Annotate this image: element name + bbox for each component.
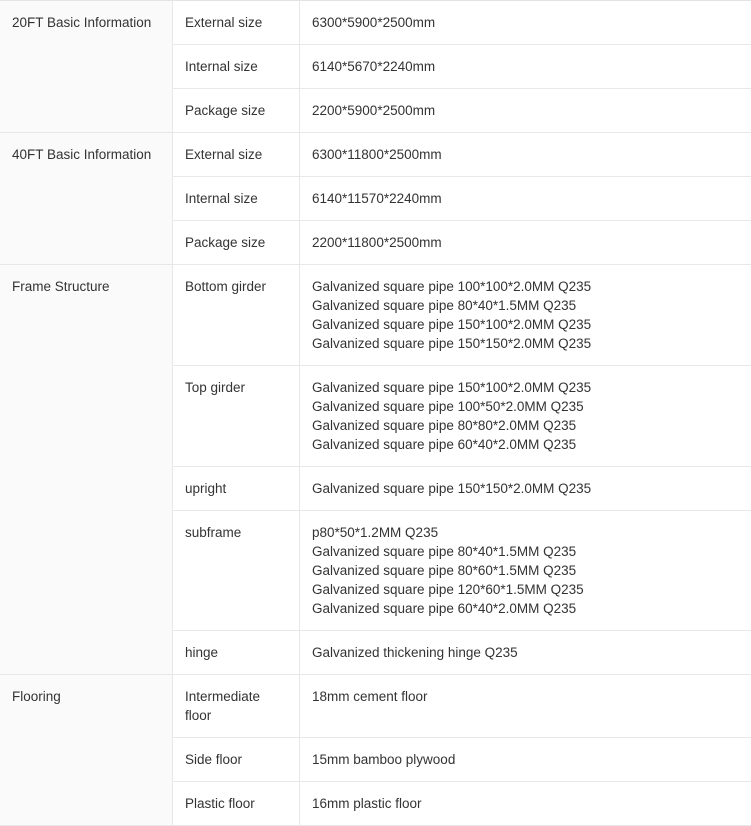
- property-value-lines: [312, 145, 741, 164]
- property-value-line: Galvanized square pipe 100*100*2.0MM Q235: [312, 277, 741, 296]
- property-value-cell: [300, 366, 751, 467]
- property-name-cell: [173, 467, 300, 511]
- property-name-cell: [173, 1, 300, 45]
- group-label: 20FT Basic Information: [12, 13, 162, 32]
- group-label: 40FT Basic Information: [12, 145, 162, 164]
- property-value-cell: [300, 782, 751, 826]
- property-name: Bottom girder: [185, 279, 266, 294]
- property-name-cell: [173, 782, 300, 826]
- property-value-cell: [300, 1, 751, 45]
- property-value-line: Galvanized square pipe 150*100*2.0MM Q235: [312, 378, 741, 397]
- property-name: Intermediate floor: [185, 689, 260, 723]
- specification-table-body: [0, 1, 751, 826]
- property-value-cell: [300, 177, 751, 221]
- property-value-lines: [312, 13, 741, 32]
- property-value-line: 6140*11570*2240mm: [312, 189, 741, 208]
- property-name-cell: [173, 675, 300, 738]
- property-value-lines: [312, 378, 741, 454]
- property-value-cell: [300, 45, 751, 89]
- property-value-cell: [300, 265, 751, 366]
- property-value-lines: [312, 750, 741, 769]
- property-value-line: Galvanized square pipe 150*100*2.0MM Q235: [312, 315, 741, 334]
- property-value-line: Galvanized square pipe 80*60*1.5MM Q235: [312, 561, 741, 580]
- property-value-line: 18mm cement floor: [312, 687, 741, 706]
- property-value-lines: [312, 523, 741, 618]
- property-name: hinge: [185, 645, 218, 660]
- property-value-lines: [312, 643, 741, 662]
- property-value-lines: [312, 101, 741, 120]
- property-value-line: Galvanized square pipe 60*40*2.0MM Q235: [312, 599, 741, 618]
- table-row: [0, 1, 751, 45]
- property-value-line: 2200*11800*2500mm: [312, 233, 741, 252]
- group-label: Frame Structure: [12, 277, 162, 296]
- property-name: Package size: [185, 235, 265, 250]
- property-name: Side floor: [185, 752, 242, 767]
- property-value-lines: [312, 277, 741, 353]
- property-value-line: 15mm bamboo plywood: [312, 750, 741, 769]
- property-name-cell: [173, 177, 300, 221]
- property-value-line: 6300*11800*2500mm: [312, 145, 741, 164]
- property-value-lines: [312, 479, 741, 498]
- property-name-cell: [173, 738, 300, 782]
- table-row: [0, 675, 751, 738]
- property-name: Top girder: [185, 380, 245, 395]
- table-row: [0, 133, 751, 177]
- property-name-cell: [173, 45, 300, 89]
- property-value-line: Galvanized square pipe 80*80*2.0MM Q235: [312, 416, 741, 435]
- property-name-cell: [173, 221, 300, 265]
- property-value-lines: [312, 687, 741, 706]
- property-value-cell: [300, 133, 751, 177]
- property-value-lines: [312, 57, 741, 76]
- property-value-lines: [312, 233, 741, 252]
- property-value-line: 6300*5900*2500mm: [312, 13, 741, 32]
- property-name-cell: [173, 511, 300, 631]
- property-value-cell: [300, 738, 751, 782]
- group-label-cell: [0, 265, 173, 675]
- property-value-line: 2200*5900*2500mm: [312, 101, 741, 120]
- property-name: subframe: [185, 525, 241, 540]
- table-row: [0, 265, 751, 366]
- property-value-cell: [300, 221, 751, 265]
- property-name: Internal size: [185, 59, 258, 74]
- property-name: Package size: [185, 103, 265, 118]
- property-value-lines: [312, 794, 741, 813]
- property-value-line: Galvanized square pipe 150*150*2.0MM Q235: [312, 479, 741, 498]
- property-value-cell: [300, 467, 751, 511]
- property-name: Plastic floor: [185, 796, 255, 811]
- property-name: External size: [185, 15, 262, 30]
- property-value-line: Galvanized square pipe 150*150*2.0MM Q235: [312, 334, 741, 353]
- property-value-line: Galvanized square pipe 80*40*1.5MM Q235: [312, 542, 741, 561]
- property-value-cell: [300, 89, 751, 133]
- property-name-cell: [173, 133, 300, 177]
- property-name: upright: [185, 481, 226, 496]
- property-value-line: Galvanized square pipe 80*40*1.5MM Q235: [312, 296, 741, 315]
- property-value-line: Galvanized square pipe 100*50*2.0MM Q235: [312, 397, 741, 416]
- property-name-cell: [173, 89, 300, 133]
- property-value-line: 16mm plastic floor: [312, 794, 741, 813]
- property-value-line: Galvanized thickening hinge Q235: [312, 643, 741, 662]
- property-name: Internal size: [185, 191, 258, 206]
- group-label-cell: [0, 133, 173, 265]
- property-name-cell: [173, 366, 300, 467]
- property-value-cell: [300, 511, 751, 631]
- property-value-cell: [300, 675, 751, 738]
- group-label-cell: [0, 1, 173, 133]
- property-value-line: p80*50*1.2MM Q235: [312, 523, 741, 542]
- property-name-cell: [173, 265, 300, 366]
- group-label: Flooring: [12, 687, 162, 706]
- property-value-lines: [312, 189, 741, 208]
- property-value-line: 6140*5670*2240mm: [312, 57, 741, 76]
- property-value-line: Galvanized square pipe 60*40*2.0MM Q235: [312, 435, 741, 454]
- property-value-line: Galvanized square pipe 120*60*1.5MM Q235: [312, 580, 741, 599]
- property-value-cell: [300, 631, 751, 675]
- property-name-cell: [173, 631, 300, 675]
- group-label-cell: [0, 675, 173, 826]
- property-name: External size: [185, 147, 262, 162]
